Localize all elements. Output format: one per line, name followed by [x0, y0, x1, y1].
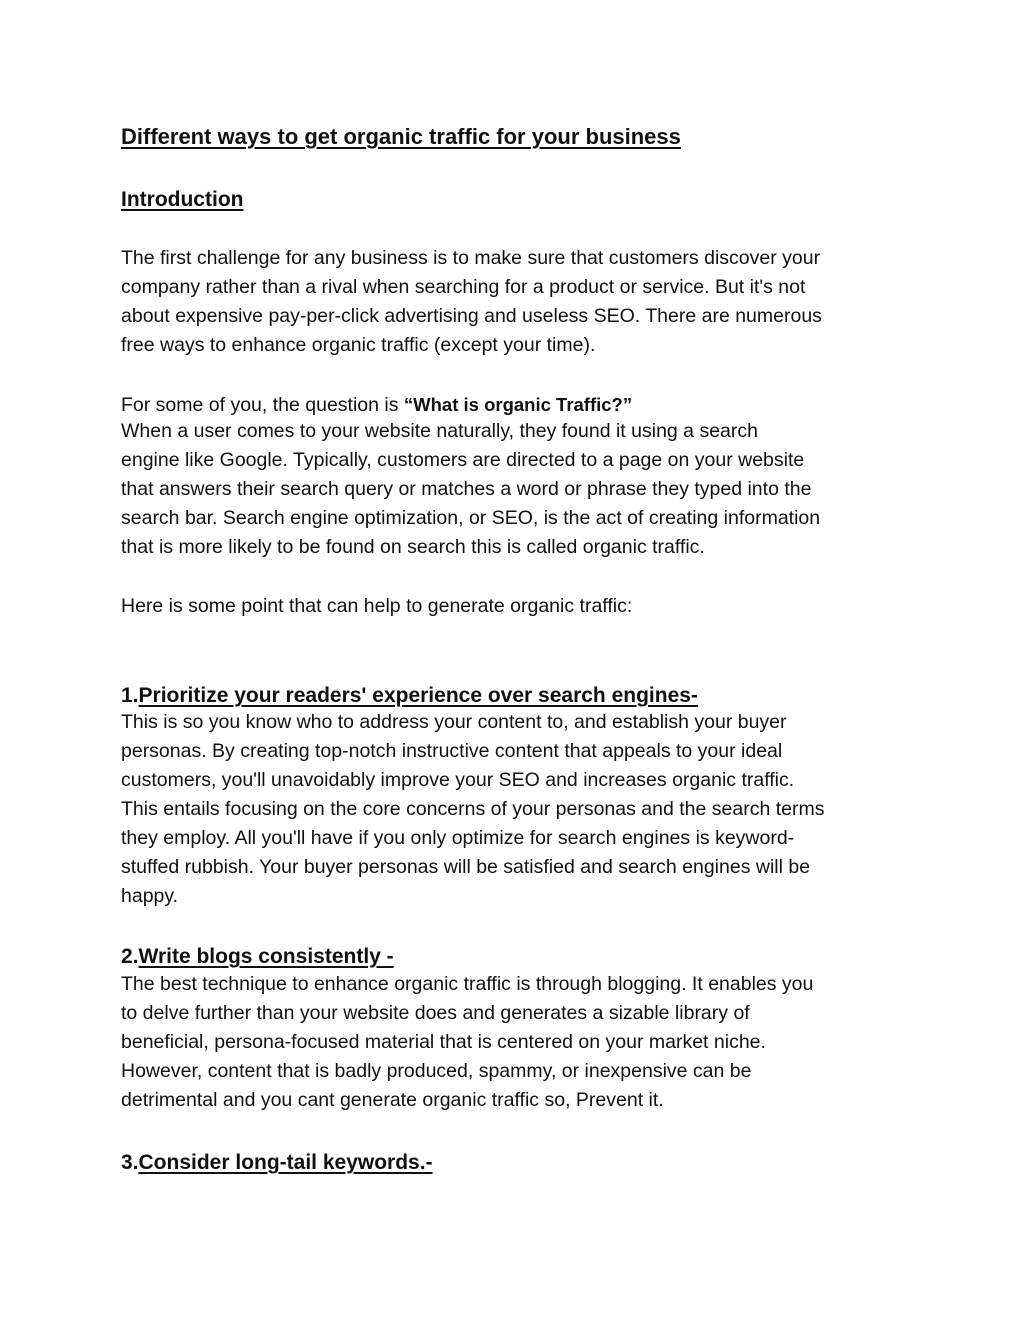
section-2-line: to delve further than your website does and generates a sizable library of: [121, 1002, 750, 1024]
section-2-line: The best technique to enhance organic traffic is through blogging. It enables you: [121, 973, 814, 995]
section-3-heading: [121, 1149, 433, 1177]
definition-line: search bar. Search engine optimization, or SEO, is the act of creating information: [121, 507, 821, 529]
definition-line: engine like Google. Typically, customers are directed to a page on your website: [121, 449, 805, 471]
section-2-number: 2.: [121, 945, 139, 968]
section-2-title: Write blogs consistently -: [138, 945, 394, 968]
intro-line: about expensive pay-per-click advertising and useless SEO. There are numerous: [121, 305, 822, 327]
section-3-number: 3.: [121, 1151, 139, 1174]
section-1-heading: [121, 682, 698, 710]
section-1-line: This entails focusing on the core concerns of your personas and the search terms: [121, 798, 825, 820]
definition-line: that is more likely to be found on search this is called organic traffic.: [121, 536, 705, 558]
intro-heading-text: Introduction: [121, 188, 244, 211]
section-2-line: However, content that is badly produced, spammy, or inexpensive can be: [121, 1060, 752, 1082]
points-intro-line: Here is some point that can help to generate organic traffic:: [121, 595, 633, 617]
section-1-line: they employ. All you'll have if you only optimize for search engines is keyword-: [121, 827, 795, 849]
intro-line: company rather than a rival when searching for a product or service. But it's not: [121, 276, 806, 298]
question-bold: “What is organic Traffic?”: [403, 394, 633, 415]
section-2-line: beneficial, persona-focused material that is centered on your market niche.: [121, 1031, 766, 1053]
definition-paragraph: [121, 417, 911, 562]
definition-line: When a user comes to your website naturally, they found it using a search: [121, 420, 758, 442]
section-1-line: happy.: [121, 885, 179, 907]
definition-line: that answers their search query or matches a word or phrase they typed into the: [121, 478, 812, 500]
document-title: Different ways to get organic traffic for your business: [121, 124, 681, 149]
points-intro: [121, 592, 911, 621]
section-3-title: Consider long-tail keywords.-: [138, 1151, 433, 1174]
section-2-heading: [121, 943, 394, 971]
question-line: [121, 390, 911, 420]
section-1-number: 1.: [121, 684, 139, 707]
section-1-line: stuffed rubbish. Your buyer personas will be satisfied and search engines will be: [121, 856, 811, 878]
section-1-title: Prioritize your readers' experience over search engines-: [138, 684, 698, 707]
question-prefix: For some of you, the question is: [121, 394, 404, 416]
section-2-body: [121, 970, 911, 1115]
intro-paragraph: [121, 244, 911, 360]
question-paragraph: [121, 390, 911, 420]
intro-line: The first challenge for any business is to make sure that customers discover your: [121, 247, 821, 269]
intro-heading: [121, 186, 243, 214]
section-1-line: customers, you'll unavoidably improve your SEO and increases organic traffic.: [121, 769, 795, 791]
section-2-line: detrimental and you cant generate organic traffic so, Prevent it.: [121, 1089, 664, 1111]
section-1-line: personas. By creating top-notch instructive content that appeals to your ideal: [121, 740, 783, 762]
intro-line: free ways to enhance organic traffic (except your time).: [121, 334, 596, 356]
section-1-line: This is so you know who to address your content to, and establish your buyer: [121, 711, 787, 733]
section-1-body: [121, 708, 911, 911]
